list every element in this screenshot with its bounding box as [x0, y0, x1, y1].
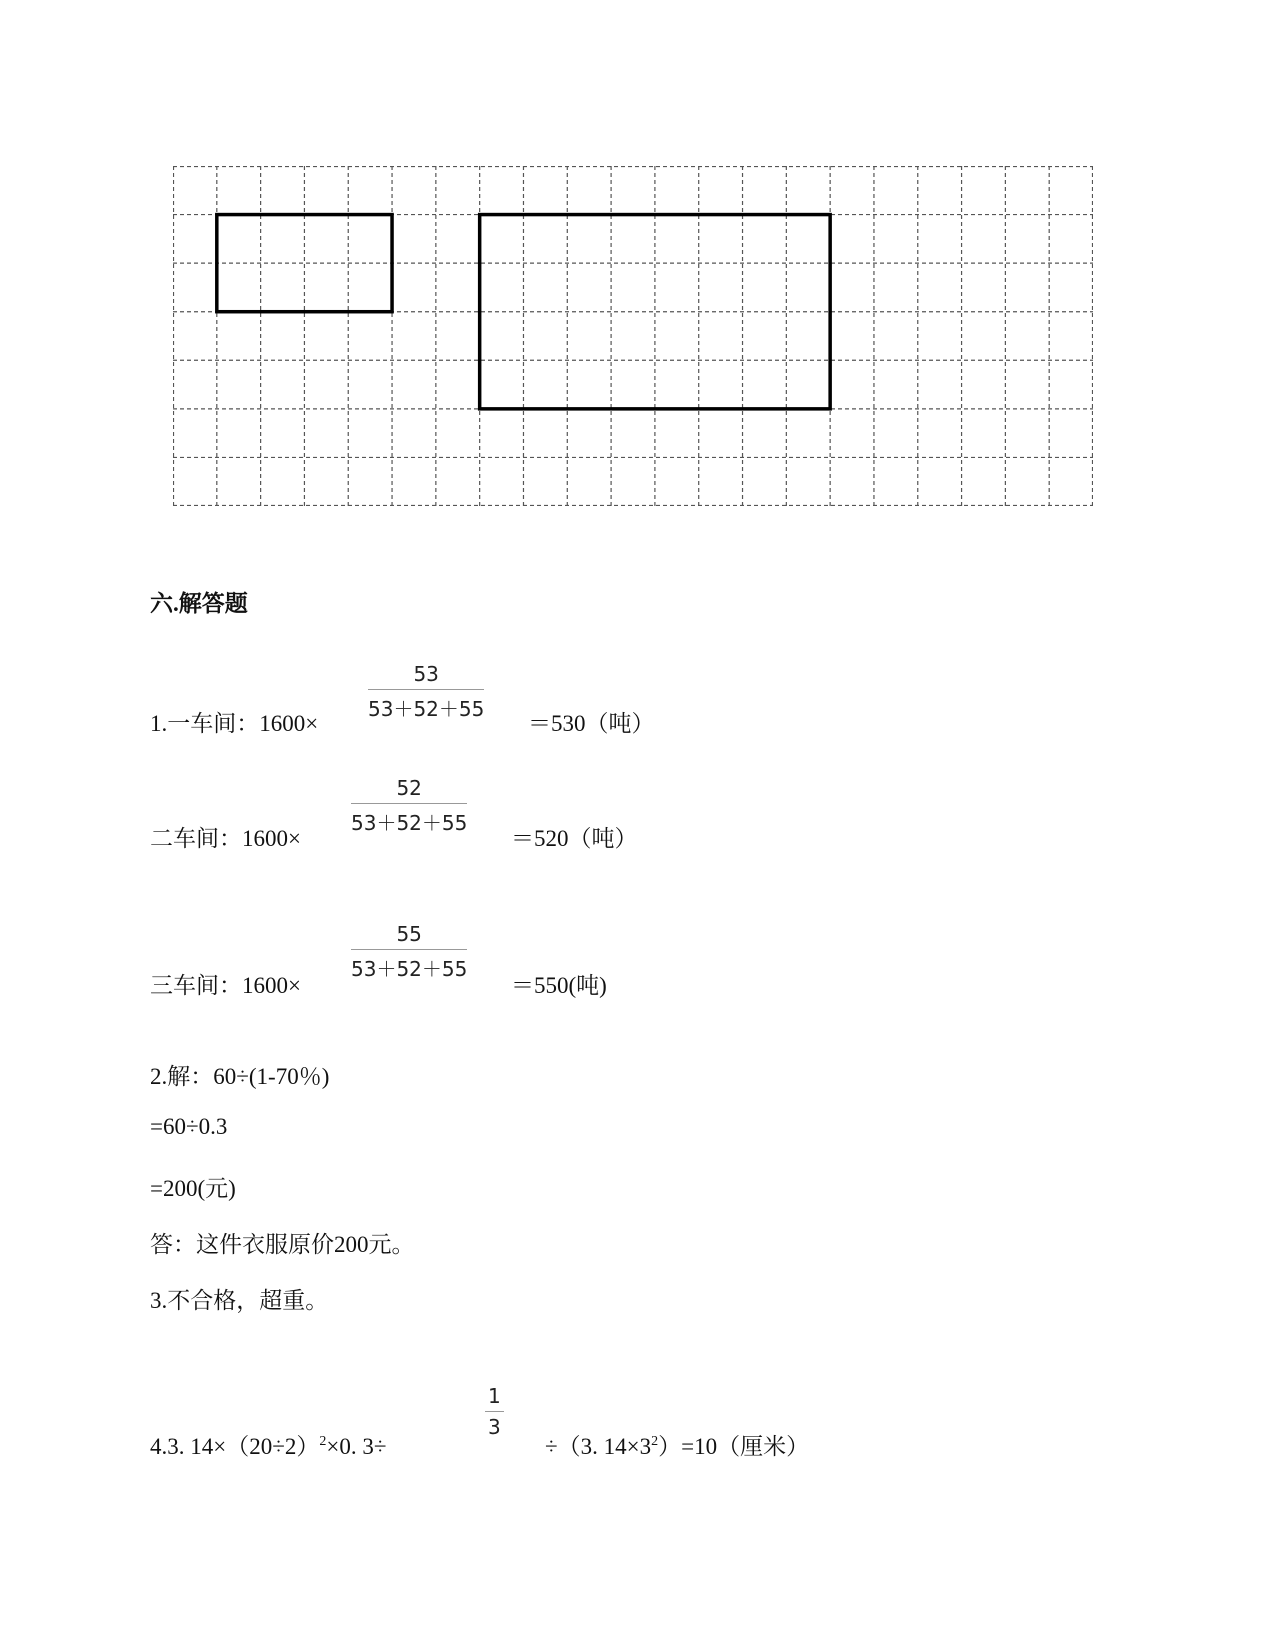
fraction-numerator: 1 [485, 1384, 504, 1412]
q2-answer: 答：这件衣服原价200元。 [150, 1232, 415, 1257]
fraction-denominator: 53＋52＋55 [351, 957, 468, 981]
fraction-denominator: 3 [488, 1415, 501, 1439]
q1-line3-prefix: 三车间：1600× [150, 973, 301, 998]
grid-figure [173, 166, 1093, 506]
q1-line1-prefix: 1.一车间：1600× [150, 711, 319, 736]
q1-line3-result: ＝550(吨) [511, 973, 607, 998]
q4-suffix-a: ÷（3. 14×3 [545, 1434, 652, 1459]
q4-prefix-a: 4.3. 14×（20÷2） [150, 1434, 320, 1459]
q1-line2-result: ＝520（吨） [511, 826, 638, 851]
fraction-denominator: 53＋52＋55 [368, 697, 485, 721]
fraction-denominator: 53＋52＋55 [351, 811, 468, 835]
q4-exponent-b: 2 [651, 1434, 659, 1449]
q1-line2-prefix: 二车间：1600× [150, 826, 301, 851]
q1-line1-fraction [368, 662, 484, 722]
section-title: 六.解答题 [150, 591, 248, 616]
q4-prefix-b: ×0. 3÷ [326, 1434, 387, 1459]
q4-exponent-a: 2 [319, 1434, 327, 1449]
q4-line-left [150, 1428, 386, 1461]
q1-line2-fraction [351, 776, 467, 836]
q1-line3-fraction [351, 922, 467, 982]
q1-line1-result: ＝530（吨） [528, 711, 655, 736]
fraction-numerator: 55 [351, 922, 467, 950]
q4-line-right [545, 1428, 809, 1461]
q4-suffix-b: ）=10（厘米） [658, 1434, 810, 1459]
q2-line1: 2.解：60÷(1-70％) [150, 1064, 330, 1089]
fraction-numerator: 52 [351, 776, 467, 804]
q2-line2: =60÷0.3 [150, 1114, 228, 1139]
q4-fraction [485, 1384, 504, 1439]
fraction-numerator: 53 [368, 662, 484, 690]
q3-line: 3.不合格，超重。 [150, 1288, 329, 1313]
q2-line3: =200(元) [150, 1176, 236, 1201]
